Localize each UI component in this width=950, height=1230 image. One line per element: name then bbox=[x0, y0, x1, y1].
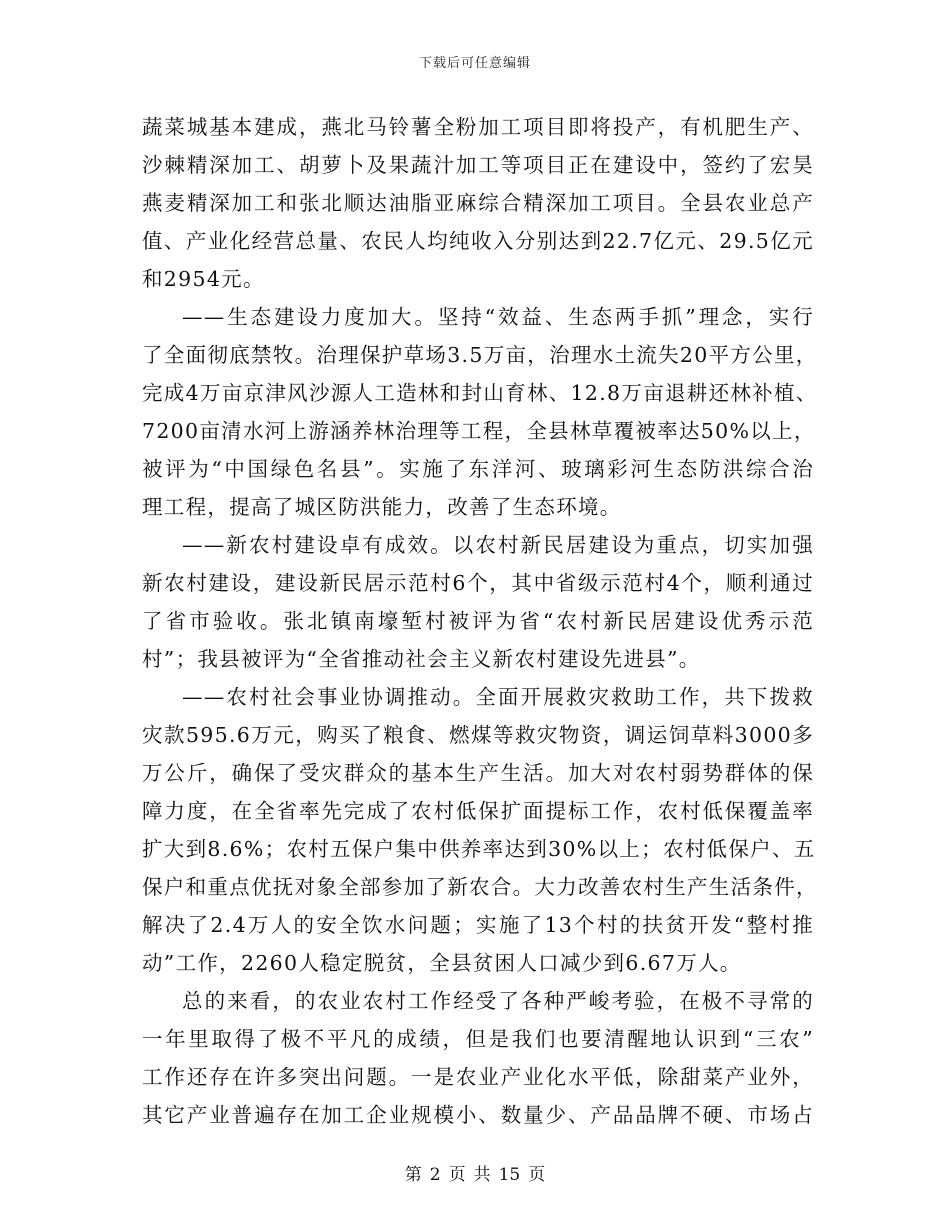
paragraph-start-line: ——生态建设力度加大。坚持“效益、生态两手抓”理念，实行 bbox=[182, 305, 814, 329]
text-line: 解决了2.4万人的安全饮水问题；实施了13个村的扶贫开发“整村推 bbox=[142, 913, 814, 937]
text-line: 了全面彻底禁牧。治理保护草场3.5万亩，治理水土流失20平方公里， bbox=[142, 343, 818, 367]
header-note: 下载后可任意编辑 bbox=[418, 56, 531, 71]
page-label-mid: 页 bbox=[448, 1165, 466, 1185]
total-pages: 15 bbox=[498, 1165, 521, 1185]
page-label-total-prefix: 共 bbox=[473, 1165, 491, 1185]
page-footer bbox=[0, 1160, 950, 1185]
text-line: 和2954元。 bbox=[142, 267, 265, 291]
text-line: 理工程，提高了城区防洪能力，改善了生态环境。 bbox=[142, 495, 622, 519]
page-number: 2 bbox=[429, 1165, 441, 1185]
text-line: 其它产业普遍存在加工企业规模小、数量少、产品品牌不硬、市场占 bbox=[142, 1103, 814, 1127]
text-line: 蔬菜城基本建成，燕北马铃薯全粉加工项目即将投产，有机肥生产、 bbox=[142, 115, 814, 139]
page-label-suffix: 页 bbox=[528, 1165, 546, 1185]
text-line: 燕麦精深加工和张北顺达油脂亚麻综合精深加工项目。全县农业总产 bbox=[142, 191, 814, 215]
text-line: 扩大到8.6%；农村五保户集中供养率达到30%以上；农村低保户、五 bbox=[142, 837, 816, 861]
text-line: 村”；我县被评为“全省推动社会主义新农村建设先进县”。 bbox=[142, 647, 701, 671]
text-line: 一年里取得了极不平凡的成绩，但是我们也要清醒地认识到“三农” bbox=[142, 1027, 814, 1051]
text-line: 沙棘精深加工、胡萝卜及果蔬汁加工等项目正在建设中，签约了宏昊 bbox=[142, 153, 814, 177]
text-line: 新农村建设，建设新民居示范村6个，其中省级示范村4个，顺利通过 bbox=[142, 571, 814, 595]
text-line: 灾款595.6万元，购买了粮食、燃煤等救灾物资，调运饲草料3000多 bbox=[142, 723, 814, 747]
text-line: 动”工作，2260人稳定脱贫，全县贫困人口减少到6.67万人。 bbox=[142, 951, 742, 975]
text-line: 工作还存在许多突出问题。一是农业产业化水平低，除甜菜产业外， bbox=[142, 1065, 814, 1089]
text-line: 7200亩清水河上游涵养林治理等工程，全县林草覆被率达50%以上， bbox=[142, 419, 816, 443]
paragraph-start-line: ——农村社会事业协调推动。全面开展救灾救助工作，共下拨救 bbox=[182, 685, 814, 709]
page-label-prefix: 第 bbox=[404, 1165, 422, 1185]
paragraph-start-line: ——新农村建设卓有成效。以农村新民居建设为重点，切实加强 bbox=[182, 533, 814, 557]
paragraph-start-line: 总的来看，的农业农村工作经受了各种严峻考验，在极不寻常的 bbox=[182, 989, 814, 1013]
text-line: 值、产业化经营总量、农民人均纯收入分别达到22.7亿元、29.5亿元 bbox=[142, 229, 814, 253]
text-line: 保户和重点优抚对象全部参加了新农合。大力改善农村生产生活条件， bbox=[142, 875, 818, 899]
document-body bbox=[142, 108, 818, 1134]
text-line: 被评为“中国绿色名县”。实施了东洋河、玻璃彩河生态防洪综合治 bbox=[142, 457, 814, 481]
text-line: 了省市验收。张北镇南壕堑村被评为省“农村新民居建设优秀示范 bbox=[142, 609, 814, 633]
text-line: 完成4万亩京津风沙源人工造林和封山育林、12.8万亩退耕还林补植、 bbox=[142, 381, 818, 405]
text-line: 万公斤，确保了受灾群众的基本生产生活。加大对农村弱势群体的保 bbox=[142, 761, 814, 785]
text-line: 障力度，在全省率先完成了农村低保扩面提标工作，农村低保覆盖率 bbox=[142, 799, 814, 823]
